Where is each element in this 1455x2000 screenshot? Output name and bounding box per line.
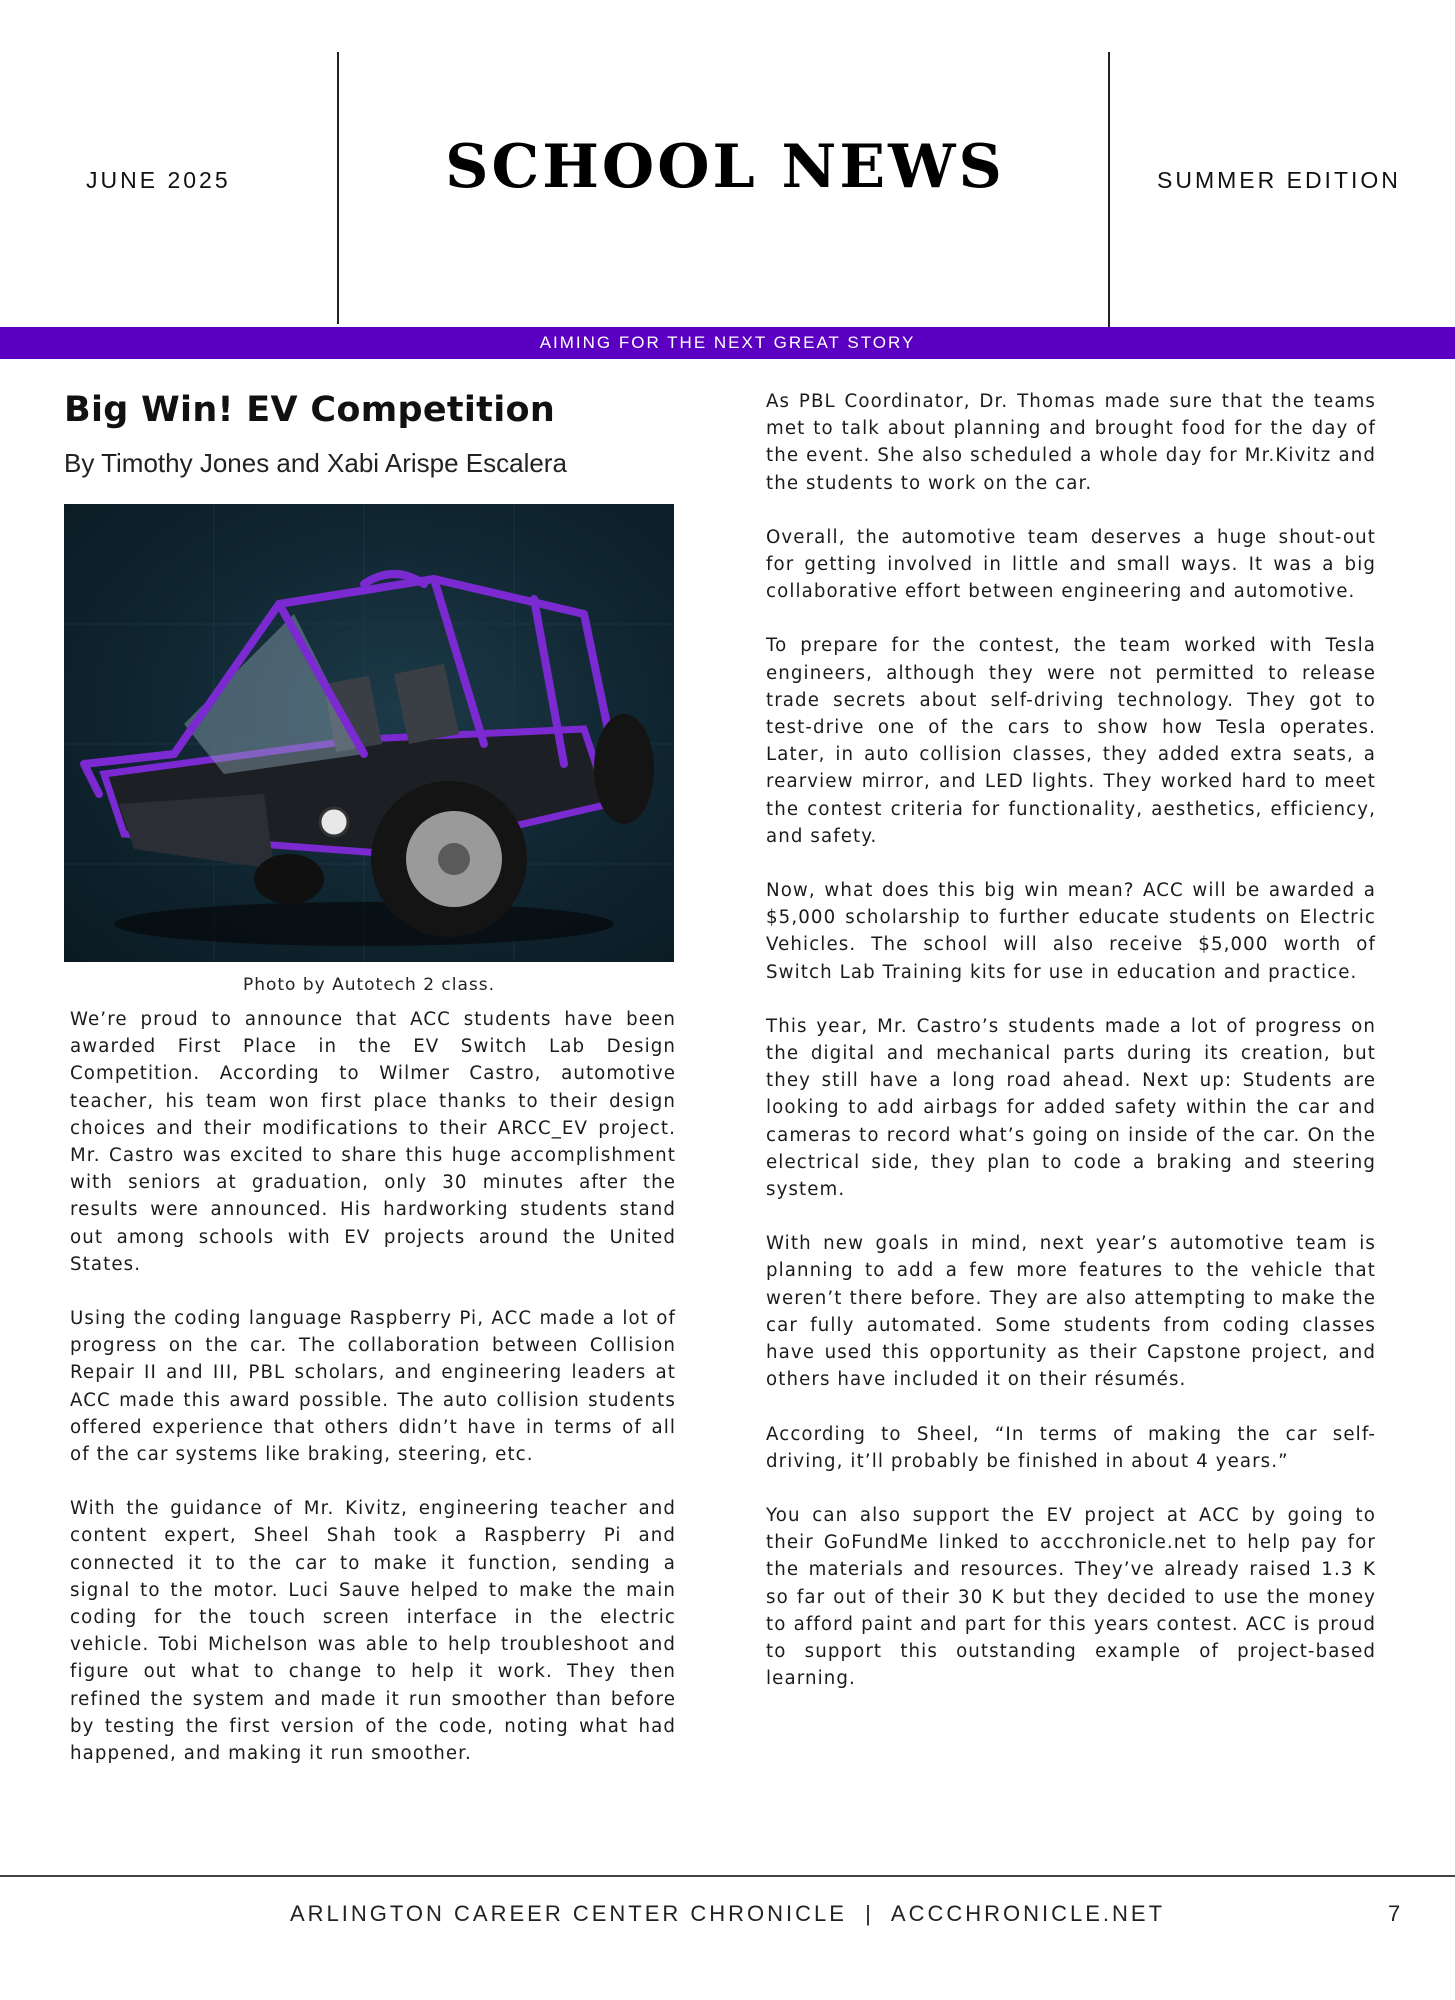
ev-car-photo [64, 504, 674, 962]
masthead-divider-left [337, 52, 339, 324]
article-left-column [64, 380, 678, 1765]
left-body-text [70, 1006, 676, 1794]
article-byline: By Timothy Jones and Xabi Arispe Escalera [64, 448, 567, 478]
footer-publication: ARLINGTON CAREER CENTER CHRONICLE | ACCCHRONICLE.NET [289, 1901, 1166, 1926]
masthead [0, 0, 1455, 328]
article-paragraph: As PBL Coordinator, Dr. Thomas made sure that the teams met to talk about planning and brought food for the day of the event. She also scheduled a whole day for Mr.Kivitz and the students to work on the car. [766, 391, 1376, 494]
article-paragraph: Overall, the automotive team deserves a huge shout-out for getting involved in little and small ways. It was a big collaborative effort between engineering and automotive. [766, 526, 1376, 603]
article-paragraph: We’re proud to announce that ACC students have been awarded First Place in the EV Switch Lab Design Competition. According to Wilmer Castro, automotive teacher, his team won first place thanks to their design choices and their modifications to their ARCC_EV project. Mr. Castro was excited to share this huge accomplishment with seniors at graduation, only 30 minutes after the results were announced. His hardworking students stand out among schools with EV projects around the United States. [70, 1009, 676, 1275]
article-headline: Big Win! EV Competition [64, 390, 556, 430]
photo-caption: Photo by Autotech 2 class. [242, 975, 496, 995]
edition-label: SUMMER EDITION [1157, 167, 1401, 193]
masthead-divider-right [1108, 52, 1110, 344]
issue-date: JUNE 2025 [86, 167, 231, 193]
article-paragraph: Using the coding language Raspberry Pi, ACC made a lot of progress on the car. The collaboration between Collision Repair II and III, PBL scholars, and engineering leaders at ACC made this award possible. The auto collision students offered experience that others didn’t have in terms of all of the car systems like braking, steering, etc. [70, 1308, 676, 1466]
newsletter-title: SCHOOL NEWS [445, 132, 1005, 202]
article-paragraph: With new goals in mind, next year’s automotive team is planning to add a few more features to the vehicle that weren’t there before. They are also attempting to make the car fully automated. Some students from coding classes have used this opportunity as their Capstone project, and others have included it on their résumés. [766, 1233, 1376, 1391]
article-paragraph: To prepare for the contest, the team worked with Tesla engineers, although they were not permitted to release trade secrets about self-driving technology. They got to test-drive one of the cars to show how Tesla operates. Later, in auto collision classes, they added extra seats, a rearview mirror, and LED lights. They worked hard to meet the contest criteria for functionality, aesthetics, efficiency, and safety. [766, 635, 1376, 847]
page-number: 7 [1388, 1901, 1401, 1926]
article-paragraph: Now, what does this big win mean? ACC will be awarded a $5,000 scholarship to further educate students on Electric Vehicles. The school will also receive $5,000 worth of Switch Lab Training kits for use in education and practice. [766, 880, 1376, 983]
article-paragraph: With the guidance of Mr. Kivitz, engineering teacher and content expert, Sheel Shah took a Raspberry Pi and connected it to the car to make it function, sending a signal to the motor. Luci Sauve helped to make the main coding for the touch screen interface in the electric vehicle. Tobi Michelson was able to help troubleshoot and figure out what to change to help it work. They then refined the system and made it run smoother than before by testing the first version of the code, noting what had happened, and making it run smoother. [70, 1498, 676, 1765]
ev-car-illustration [64, 504, 674, 962]
footer-divider [0, 1875, 1455, 1877]
article-paragraph: This year, Mr. Castro’s students made a lot of progress on the digital and mechanical parts during its creation, but they still have a long road ahead. Next up: Students are looking to add airbags for added safety within the car and cameras to record what’s going on inside of the car. On the electrical side, they plan to code a braking and steering system. [766, 1015, 1376, 1201]
tagline-banner: AIMING FOR THE NEXT GREAT STORY [0, 327, 1455, 359]
article-right-column [766, 388, 1376, 1719]
article-paragraph: You can also support the EV project at ACC by going to their GoFundMe linked to accchronicle.net to help pay for the materials and resources. They’ve already raised 1.3 K so far out of their 30 K but they decided to use the money to afford paint and part for this years contest. ACC is proud to support this outstanding example of project-based learning. [766, 1504, 1376, 1690]
article-paragraph: According to Sheel, “In terms of making the car self-driving, it’ll probably be finished in about 4 years.” [766, 1423, 1376, 1472]
